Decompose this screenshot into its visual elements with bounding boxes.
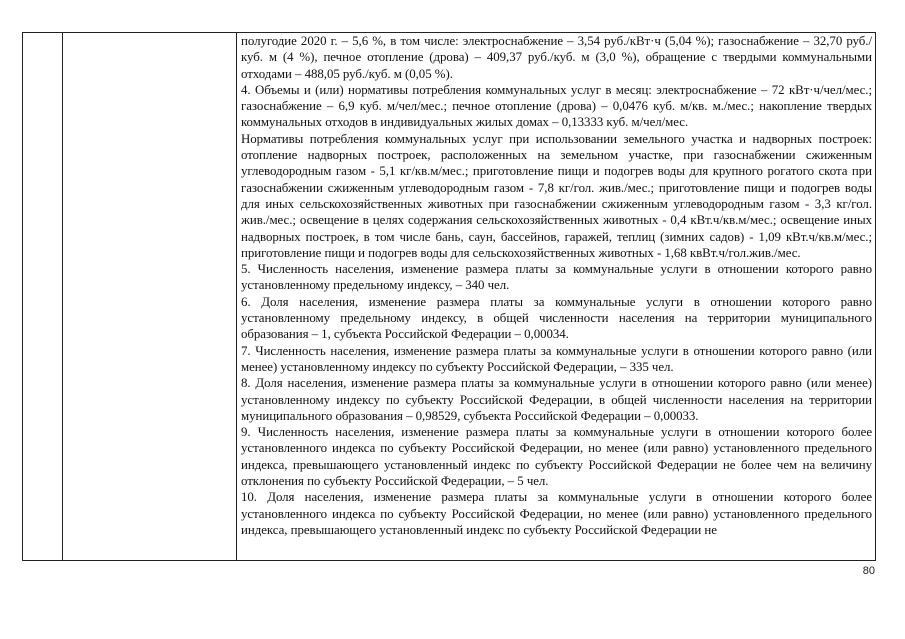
paragraph-item-5: 5. Численность населения, изменение размера платы за коммунальные услуги в отношении которого равно установленному предельному индексу, – 340 чел. <box>241 262 872 293</box>
paragraph-item-8: 8. Доля населения, изменение размера платы за коммунальные услуги в отношении которого равно (или менее) установленному индексу по субъекту Российской Федерации, в общей численности населения на территории муниципального образования – 0,98529, субъекта Российской Федерации – 0,00033. <box>241 376 872 423</box>
paragraph-item-7: 7. Численность населения, изменение размера платы за коммунальные услуги в отношении которого равно (или менее) установленному индексу по субъекту Российской Федерации, – 335 чел. <box>241 343 872 374</box>
table-column-number <box>23 33 63 560</box>
page-number: 80 <box>862 565 875 577</box>
table-column-name <box>63 33 237 560</box>
paragraph-consumption-volumes: 4. Объемы и (или) нормативы потребления коммунальных услуг в месяц: электроснабжение – 72 кВт·ч/чел/мес.; газоснабжение – 6,9 куб. м/чел/мес.; печное отопление (дрова) – 0,0476 куб. м/кв. м./мес.; накопление твердых коммунальных отходов в индивидуальных жилых домах – 0,13333 куб. м/чел/мес. <box>241 82 872 130</box>
paragraph-item-9: 9. Численность населения, изменение размера платы за коммунальные услуги в отношении которого более установленного индекса по субъекту Российской Федерации, но менее (или равно) установленного предельного индекса, превышающего установленный индекс по субъекту Российской Федерации не более чем на величину отклонения по субъекту Российской Федерации, – 5 чел. <box>241 425 872 489</box>
document-table <box>22 32 876 561</box>
paragraph-tariff-growth: полугодие 2020 г. – 5,6 %, в том числе: электроснабжение – 3,54 руб./кВт·ч (5,04 %); газоснабжение – 32,70 руб./куб. м (4 %), печное отопление (дрова) – 409,37 руб./куб. м (3,0 %), обращение с твердыми коммунальными отходами – 488,05 руб./куб. м (0,05 %). <box>241 34 872 81</box>
paragraph-item-10: 10. Доля населения, изменение размера платы за коммунальные услуги в отношении которого более установленного индекса по субъекту Российской Федерации, но менее (или равно) установленного предельного индекса, превышающего установленный индекс по субъекту Российской Федерации не <box>241 490 872 537</box>
paragraph-item-6: 6. Доля населения, изменение размера платы за коммунальные услуги в отношении которого равно установленному предельному индексу, в общей численности населения на территории муниципального образования – 1, субъекта Российской Федерации – 0,00034. <box>241 294 872 342</box>
table-column-content <box>237 33 875 560</box>
paragraph-consumption-norms: Нормативы потребления коммунальных услуг при использовании земельного участка и надворных построек: отопление надворных построек, расположенных на земельном участке, при газоснабжении сжиженным углеводородным газом - 5,1 кг/кв.м/мес.; приготовление пищи и подогрев воды для крупного рогатого скота при газоснабжении сжиженным углеводородным газом - 7,8 кг/гол. жив./мес.; приготовление пищи и подогрев воды для иных сельскохозяйственных животных при газоснабжении сжиженным углеводородным газом - 3,3 кг/гол. жив./мес.; освещение в целях содержания сельскохозяйственных животных - 0,4 кВт.ч/кв.м/мес.; освещение иных надворных построек, в том числе бань, саун, бассейнов, гаражей, теплиц (зимних садов) - 1,09 кВт.ч/кв.м/мес.; приготовление пищи и подогрев воды для сельскохозяйственных животных - 1,68 квВт.ч/гол.жив./мес. <box>241 131 872 260</box>
